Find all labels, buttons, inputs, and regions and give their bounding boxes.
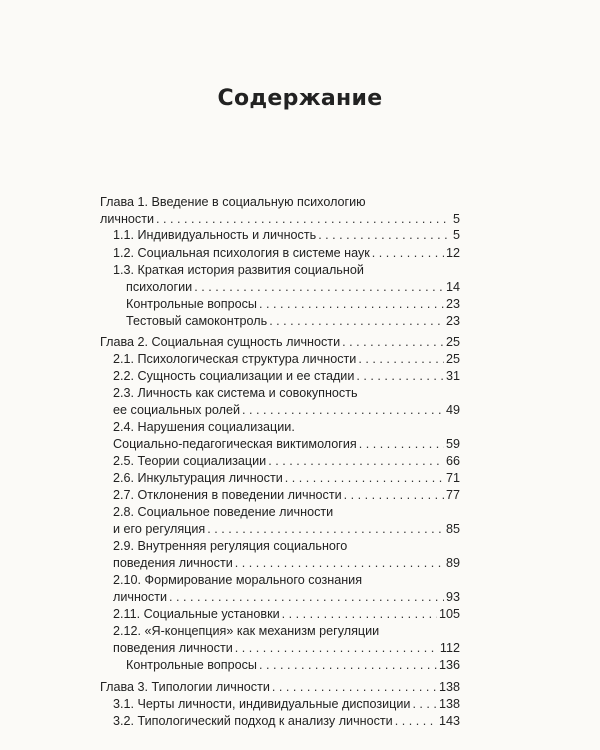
entry-label-line2: личности bbox=[113, 590, 168, 604]
toc-entry-3-2[interactable] bbox=[113, 713, 460, 730]
entry-label-line2: поведения личности bbox=[113, 556, 233, 570]
entry-label: 1.2. Социальная психология в системе наук bbox=[113, 246, 370, 260]
leader-dots bbox=[268, 453, 444, 470]
leader-dots bbox=[342, 334, 444, 351]
leader-dots bbox=[344, 487, 444, 504]
toc-entry-2-1[interactable] bbox=[113, 351, 460, 368]
page-number: 105 bbox=[438, 607, 460, 621]
entry-label-line2: ее социальных ролей bbox=[113, 403, 241, 417]
entry-label: 2.7. Отклонения в поведении личности bbox=[113, 488, 342, 502]
leader-dots bbox=[269, 313, 444, 330]
page-number: 136 bbox=[438, 658, 460, 672]
leader-dots bbox=[359, 436, 444, 453]
page-number: 23 bbox=[445, 314, 460, 328]
leader-dots bbox=[169, 589, 444, 606]
page-number: 5 bbox=[452, 228, 460, 242]
toc-entry-2-7[interactable] bbox=[113, 487, 460, 504]
page-number: 49 bbox=[445, 403, 460, 417]
chapter-3-title: Глава 3. Типологии личности bbox=[100, 680, 270, 694]
toc-entry-1-test[interactable] bbox=[126, 313, 460, 330]
page-title: Содержание bbox=[217, 86, 383, 111]
entry-label: 3.2. Типологический подход к анализу личности bbox=[113, 714, 393, 728]
entry-label: Контрольные вопросы bbox=[126, 658, 257, 672]
entry-label-line1: 2.12. «Я-концепция» как механизм регуляции bbox=[113, 624, 380, 638]
leader-dots bbox=[318, 227, 451, 244]
entry-label-line1: 2.10. Формирование морального сознания bbox=[113, 573, 363, 587]
entry-label: 1.1. Индивидуальность и личность bbox=[113, 228, 317, 242]
toc-entry-2-5[interactable] bbox=[113, 453, 460, 470]
page-number: 31 bbox=[445, 369, 460, 383]
entry-label-line1: 2.8. Социальное поведение личности bbox=[113, 505, 334, 519]
leader-dots bbox=[412, 696, 437, 713]
page-number: 143 bbox=[438, 714, 460, 728]
entry-label-line2: и его регуляция bbox=[113, 522, 206, 536]
toc-entry-2-11[interactable] bbox=[113, 606, 460, 623]
toc-entry-1-3[interactable] bbox=[113, 262, 460, 296]
page-number: 77 bbox=[445, 488, 460, 502]
page-number: 23 bbox=[445, 297, 460, 311]
toc-entry-2-10[interactable] bbox=[113, 572, 460, 606]
leader-dots bbox=[395, 713, 437, 730]
entry-label: 2.11. Социальные установки bbox=[113, 607, 280, 621]
toc-entry-1-2[interactable] bbox=[113, 245, 460, 262]
toc-entry-2-4[interactable] bbox=[113, 419, 460, 453]
toc-entry-1-1[interactable] bbox=[113, 227, 460, 244]
page-number: 138 bbox=[438, 680, 460, 694]
page-number: 93 bbox=[445, 590, 460, 604]
leader-dots bbox=[356, 368, 444, 385]
page-number: 59 bbox=[445, 437, 460, 451]
page-number: 89 bbox=[445, 556, 460, 570]
entry-label: Тестовый самоконтроль bbox=[126, 314, 268, 328]
toc-entry-2-2[interactable] bbox=[113, 368, 460, 385]
entry-label: 2.6. Инкультурация личности bbox=[113, 471, 283, 485]
page-number: 25 bbox=[445, 335, 460, 349]
leader-dots bbox=[358, 351, 444, 368]
page-number: 138 bbox=[438, 697, 460, 711]
entry-label-line1: 1.3. Краткая история развития социальной bbox=[113, 263, 364, 277]
entry-label-line2: поведения личности bbox=[113, 641, 233, 655]
page-number: 85 bbox=[445, 522, 460, 536]
leader-dots bbox=[235, 640, 438, 657]
leader-dots bbox=[207, 521, 444, 538]
entry-label-line1: 2.4. Нарушения социализации. bbox=[113, 420, 295, 434]
toc-entry-1-review[interactable] bbox=[126, 296, 460, 313]
page-number: 5 bbox=[452, 212, 460, 226]
toc-entry-2-6[interactable] bbox=[113, 470, 460, 487]
toc-entry-2-8[interactable] bbox=[113, 504, 460, 538]
toc-entry-2-3[interactable] bbox=[113, 385, 460, 419]
toc-entry-2-12[interactable] bbox=[113, 623, 460, 657]
chapter-1-title-line2: личности bbox=[100, 212, 155, 226]
page-number: 66 bbox=[445, 454, 460, 468]
leader-dots bbox=[235, 555, 444, 572]
chapter-2-entry[interactable] bbox=[100, 334, 460, 351]
page-number: 71 bbox=[445, 471, 460, 485]
leader-dots bbox=[194, 279, 444, 296]
entry-label: 2.5. Теории социализации bbox=[113, 454, 267, 468]
leader-dots bbox=[156, 211, 451, 228]
page-number: 25 bbox=[445, 352, 460, 366]
leader-dots bbox=[242, 402, 444, 419]
leader-dots bbox=[259, 296, 444, 313]
entry-label: Контрольные вопросы bbox=[126, 297, 257, 311]
leader-dots bbox=[272, 679, 437, 696]
leader-dots bbox=[282, 606, 437, 623]
entry-label: 2.1. Психологическая структура личности bbox=[113, 352, 357, 366]
entry-label-line1: 2.3. Личность как система и совокупность bbox=[113, 386, 358, 400]
entry-label-line2: Социально-педагогическая виктимология bbox=[113, 437, 357, 451]
toc-entry-3-1[interactable] bbox=[113, 696, 460, 713]
entry-label: 3.1. Черты личности, индивидуальные диспозиции bbox=[113, 697, 411, 711]
page-number: 14 bbox=[445, 280, 460, 294]
toc-entry-2-review[interactable] bbox=[126, 657, 460, 674]
leader-dots bbox=[372, 245, 444, 262]
entry-label-line1: 2.9. Внутренняя регуляция социального bbox=[113, 539, 348, 553]
page-number: 12 bbox=[445, 246, 460, 260]
toc-entry-2-9[interactable] bbox=[113, 538, 460, 572]
entry-label: 2.2. Сущность социализации и ее стадии bbox=[113, 369, 355, 383]
chapter-1-title-line1: Глава 1. Введение в социальную психологию bbox=[100, 195, 366, 209]
page-number: 112 bbox=[439, 641, 460, 655]
entry-label-line2: психологии bbox=[126, 280, 193, 294]
leader-dots bbox=[259, 657, 437, 674]
chapter-2-title: Глава 2. Социальная сущность личности bbox=[100, 335, 341, 349]
chapter-3-entry[interactable] bbox=[100, 679, 460, 696]
leader-dots bbox=[285, 470, 444, 487]
